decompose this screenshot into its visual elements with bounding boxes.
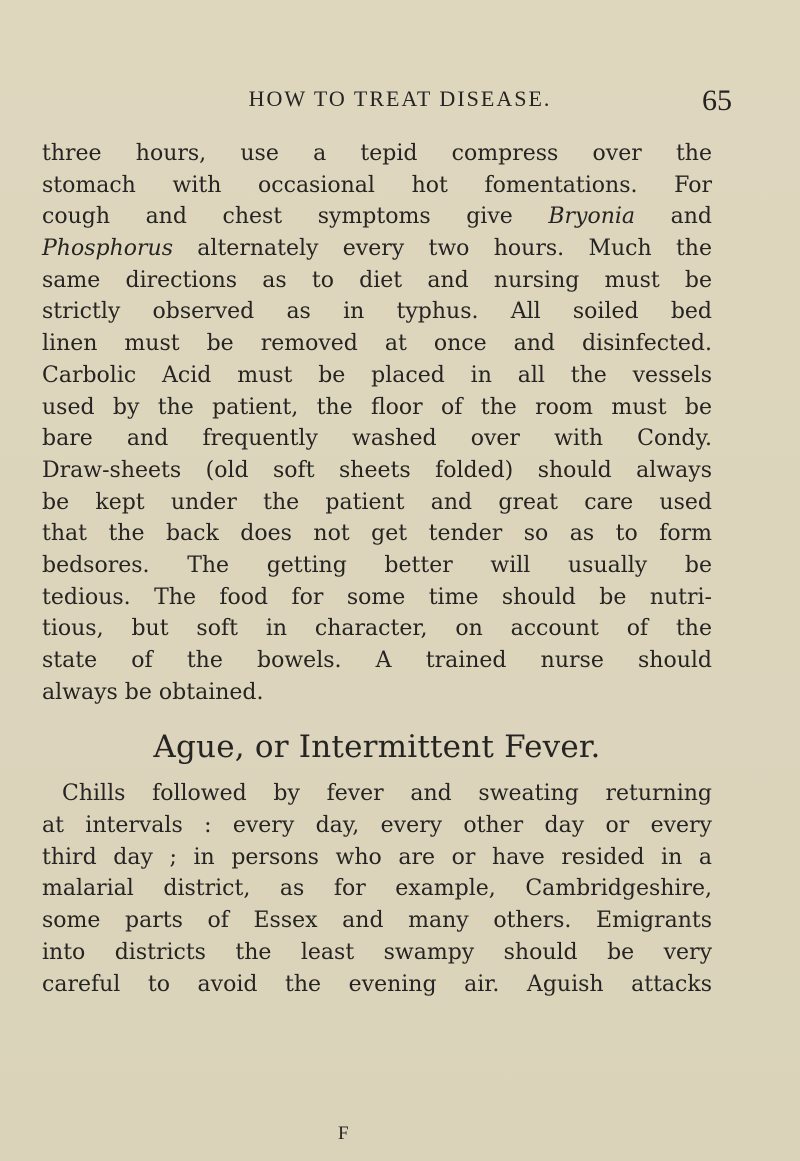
text-line: Draw-sheets (old soft sheets folded) should always	[42, 457, 712, 483]
remedy-name: Bryonia	[548, 204, 636, 230]
text-line: third day ; in persons who are or have resided in a	[42, 844, 712, 870]
text-line	[42, 201, 712, 233]
text-line: Carbolic Acid must be placed in all the vessels	[42, 362, 712, 388]
text-line: linen must be removed at once and disinfected.	[42, 331, 712, 357]
text-line	[42, 233, 712, 265]
text-line: some parts of Essex and many others. Emigrants	[42, 908, 712, 934]
body-text	[42, 138, 712, 1000]
text-line: bare and frequently washed over with Condy.	[42, 426, 712, 452]
text-line: at intervals : every day, every other day or every	[42, 813, 712, 839]
text-line: state of the bowels. A trained nurse should	[42, 648, 712, 673]
text-line: that the back does not get tender so as to form	[42, 521, 712, 547]
page-header	[40, 86, 760, 120]
text-line: tious, but soft in character, on account of the	[42, 616, 712, 642]
text-line: three hours, use a tepid compress over the	[42, 141, 712, 166]
text-fragment: and	[635, 204, 712, 230]
signature-mark: F	[338, 1123, 349, 1144]
text-fragment: alternately every two hours. Much the	[172, 236, 712, 262]
section-heading: Ague, or Intermittent Fever.	[153, 729, 601, 766]
text-line: strictly observed as in typhus. All soiled bed	[42, 299, 712, 325]
text-fragment: cough and chest symptoms give	[42, 204, 549, 230]
running-head: HOW TO TREAT DISEASE.	[248, 86, 552, 111]
text-line: bedsores. The getting better will usually be	[42, 552, 712, 578]
page-number: 65	[702, 84, 732, 117]
text-line: tedious. The food for some time should be nutri-	[42, 584, 712, 610]
text-line: Chills followed by fever and sweating returning	[62, 781, 712, 807]
paragraph-continued	[42, 138, 712, 708]
paragraph	[42, 778, 712, 1000]
text-line: used by the patient, the floor of the room must be	[42, 394, 712, 420]
text-line: be kept under the patient and great care used	[42, 489, 712, 515]
text-line: always be obtained.	[42, 679, 264, 705]
text-line: into districts the least swampy should be very	[42, 939, 712, 965]
text-line: careful to avoid the evening air. Aguish attacks	[42, 971, 712, 997]
text-line: malarial district, as for example, Cambridgeshire,	[42, 876, 712, 902]
text-line: stomach with occasional hot fomentations. For	[42, 172, 712, 198]
remedy-name: Phosphorus	[42, 236, 173, 262]
text-line: same directions as to diet and nursing must be	[42, 267, 712, 293]
